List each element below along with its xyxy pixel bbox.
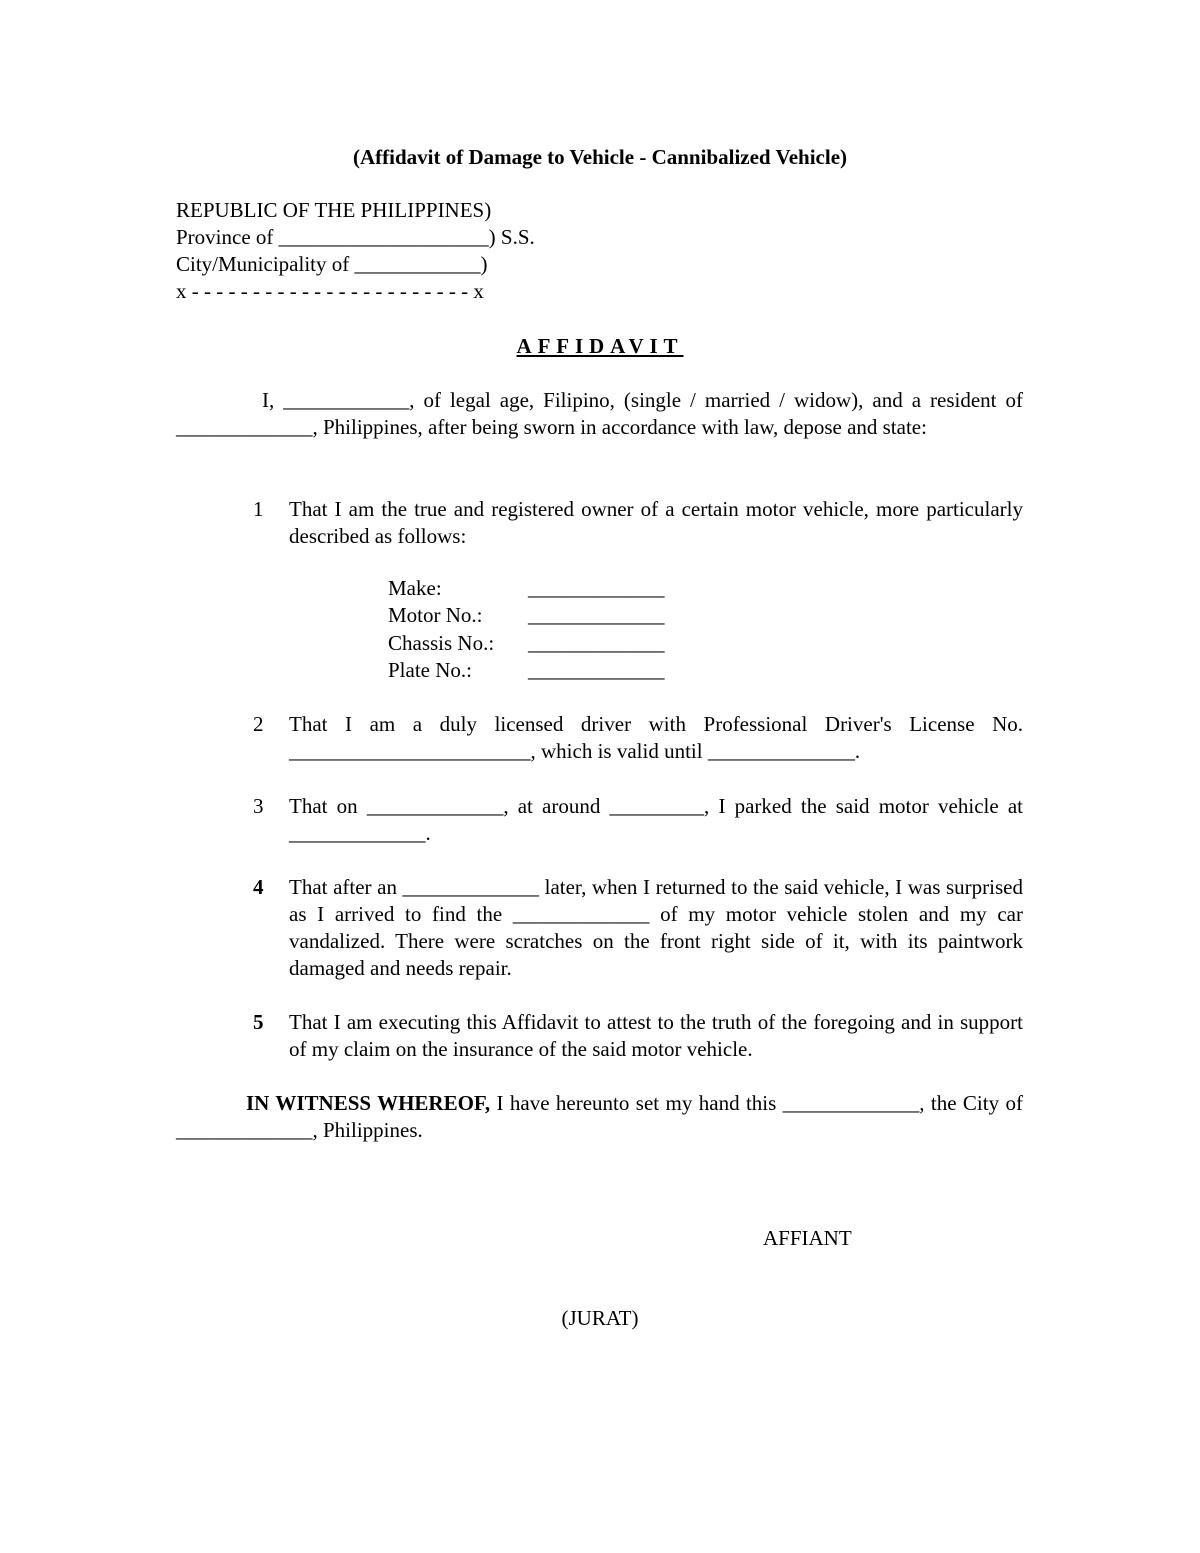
item-text: That I am the true and registered owner of a certain motor vehicle, more particularly described as follows: (289, 497, 1023, 548)
plate-no-blank: _____________ (528, 658, 665, 682)
item-text: That I am a duly licensed driver with Professional Driver's License No. _______________________, which is valid until ______________. (289, 712, 1023, 763)
item-number: 2 (253, 712, 264, 736)
jurat-label: (JURAT) (561, 1306, 639, 1330)
item-number: 4 (253, 875, 264, 899)
item-text: That after an _____________ later, when I returned to the said vehicle, I was surprised as I arrived to find the _____________ of my motor vehicle stolen and my car vandalized. There were scratches on the front right side of it, with its paintwork damaged and needs repair. (289, 875, 1023, 980)
witness-paragraph (176, 1090, 1023, 1144)
make-blank: _____________ (528, 576, 665, 600)
make-label: Make: (388, 576, 442, 600)
caption-republic: REPUBLIC OF THE PHILIPPINES) (176, 198, 492, 222)
motor-no-label: Motor No.: (388, 603, 483, 627)
intro-paragraph: I, ____________, of legal age, Filipino, (single / married / widow), and a resident of _____________, Philippines, after being sworn in accordance with law, depose and state: (176, 388, 1023, 439)
item-number: 3 (253, 794, 264, 818)
item-number: 1 (253, 497, 264, 521)
document-title: (Affidavit of Damage to Vehicle - Cannibalized Vehicle) (352, 145, 848, 169)
plate-no-label: Plate No.: (388, 658, 472, 682)
caption-separator: x - - - - - - - - - - - - - - - - - - - - - - - x (176, 279, 484, 303)
affiant-label: AFFIANT (763, 1226, 852, 1250)
item-text: That I am executing this Affidavit to attest to the truth of the foregoing and in support of my claim on the insurance of the said motor vehicle. (289, 1010, 1023, 1061)
caption-province: Province of ____________________) S.S. (176, 225, 535, 249)
witness-lead: IN WITNESS WHEREOF, (246, 1091, 491, 1115)
caption-city: City/Municipality of ____________) (176, 252, 488, 276)
chassis-no-blank: _____________ (528, 631, 665, 655)
motor-no-blank: _____________ (528, 603, 665, 627)
witness-text: I have hereunto set my hand this _____________, the City of _____________, Philippines. (176, 1091, 1023, 1142)
item-text: That on _____________, at around _________, I parked the said motor vehicle at _____________. (289, 794, 1023, 845)
affidavit-heading: AFFIDAVIT (516, 334, 684, 358)
item-number: 5 (253, 1010, 264, 1034)
chassis-no-label: Chassis No.: (388, 631, 495, 655)
